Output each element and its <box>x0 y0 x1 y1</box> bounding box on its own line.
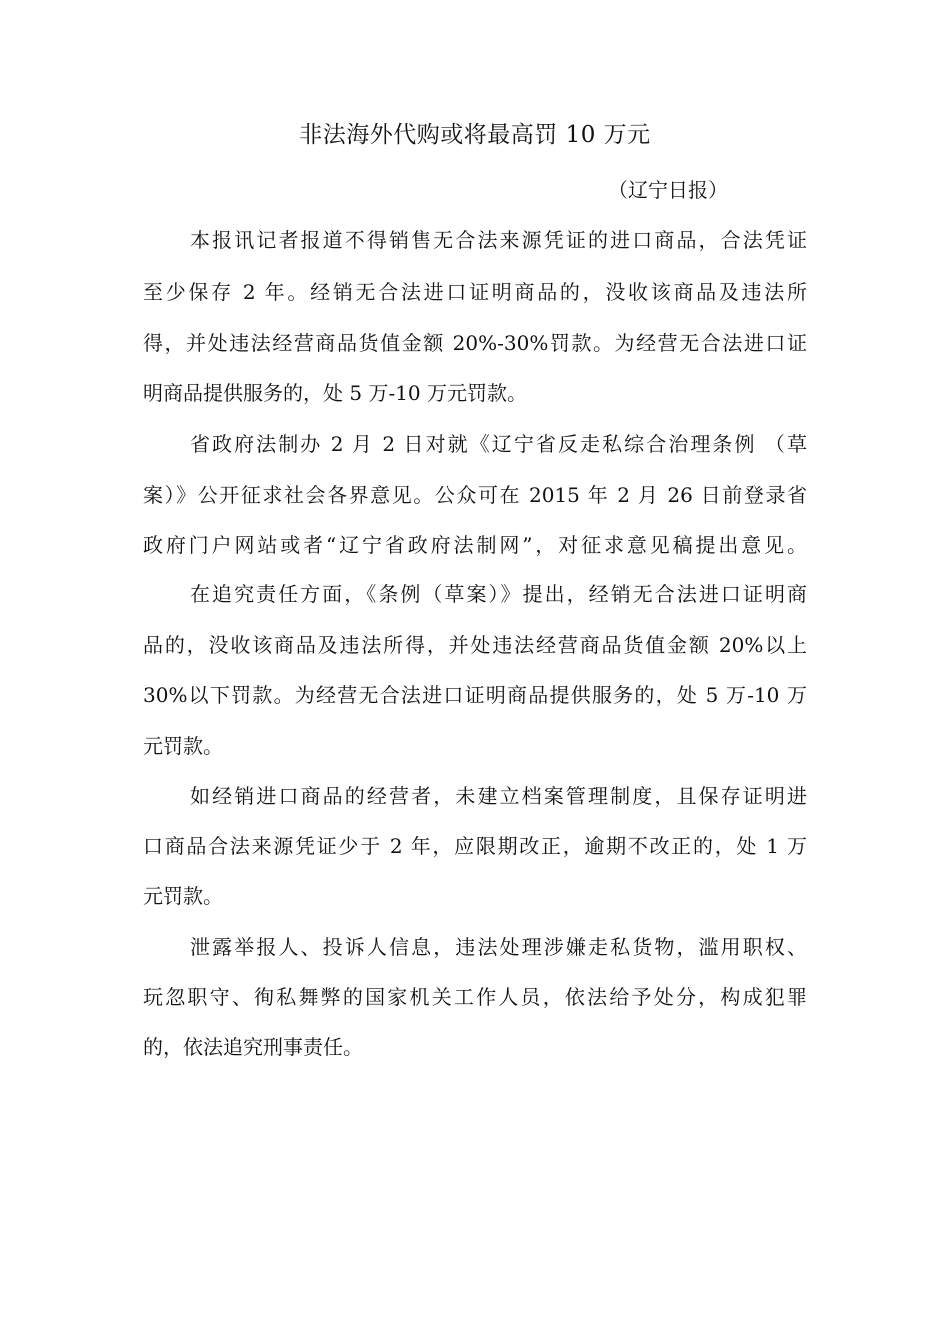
paragraph-1-line-4: 明商品提供服务的，处 5 万-10 万元罚款。 <box>143 381 528 405</box>
paragraph-1-line-3: 得，并处违法经营商品货值金额 20%-30%罚款。为经营无合法进口证 <box>143 331 807 355</box>
paragraph-5-line-1: 泄露举报人、投诉人信息，违法处理涉嫌走私货物，滥用职权、 <box>190 935 807 959</box>
paragraph-1-line-1: 本报讯记者报道不得销售无合法来源凭证的进口商品，合法凭证 <box>190 228 807 252</box>
paragraph-5-line-3: 的，依法追究刑事责任。 <box>143 1035 363 1059</box>
paragraph-4-line-2: 口商品合法来源凭证少于 2 年，应限期改正，逾期不改正的，处 1 万 <box>143 834 807 858</box>
article-title: 非法海外代购或将最高罚 10 万元 <box>299 122 651 148</box>
paragraph-3-line-4: 元罚款。 <box>143 734 223 758</box>
paragraph-4-line-1: 如经销进口商品的经营者，未建立档案管理制度，且保存证明进 <box>190 784 807 808</box>
paragraph-2-line-2: 案）》公开征求社会各界意见。公众可在 2015 年 2 月 26 日前登录省 <box>143 483 807 507</box>
paragraph-3-line-2: 品的，没收该商品及违法所得，并处违法经营商品货值金额 20%以上 <box>143 633 807 657</box>
paragraph-2-line-3: 政府门户网站或者“辽宁省政府法制网”，对征求意见稿提出意见。 <box>143 533 807 557</box>
paragraph-1-line-2: 至少保存 2 年。经销无合法进口证明商品的，没收该商品及违法所 <box>143 280 807 304</box>
paragraph-3-line-3: 30%以下罚款。为经营无合法进口证明商品提供服务的，处 5 万-10 万 <box>143 683 807 707</box>
paragraph-5-line-2: 玩忽职守、徇私舞弊的国家机关工作人员，依法给予处分，构成犯罪 <box>143 985 807 1009</box>
article-source: （辽宁日报） <box>608 178 728 202</box>
paragraph-2-line-1: 省政府法制办 2 月 2 日对就《辽宁省反走私综合治理条例 （草 <box>190 432 807 456</box>
paragraph-4-line-3: 元罚款。 <box>143 884 223 908</box>
paragraph-3-line-1: 在追究责任方面，《条例（草案）》提出，经销无合法进口证明商 <box>190 582 807 606</box>
